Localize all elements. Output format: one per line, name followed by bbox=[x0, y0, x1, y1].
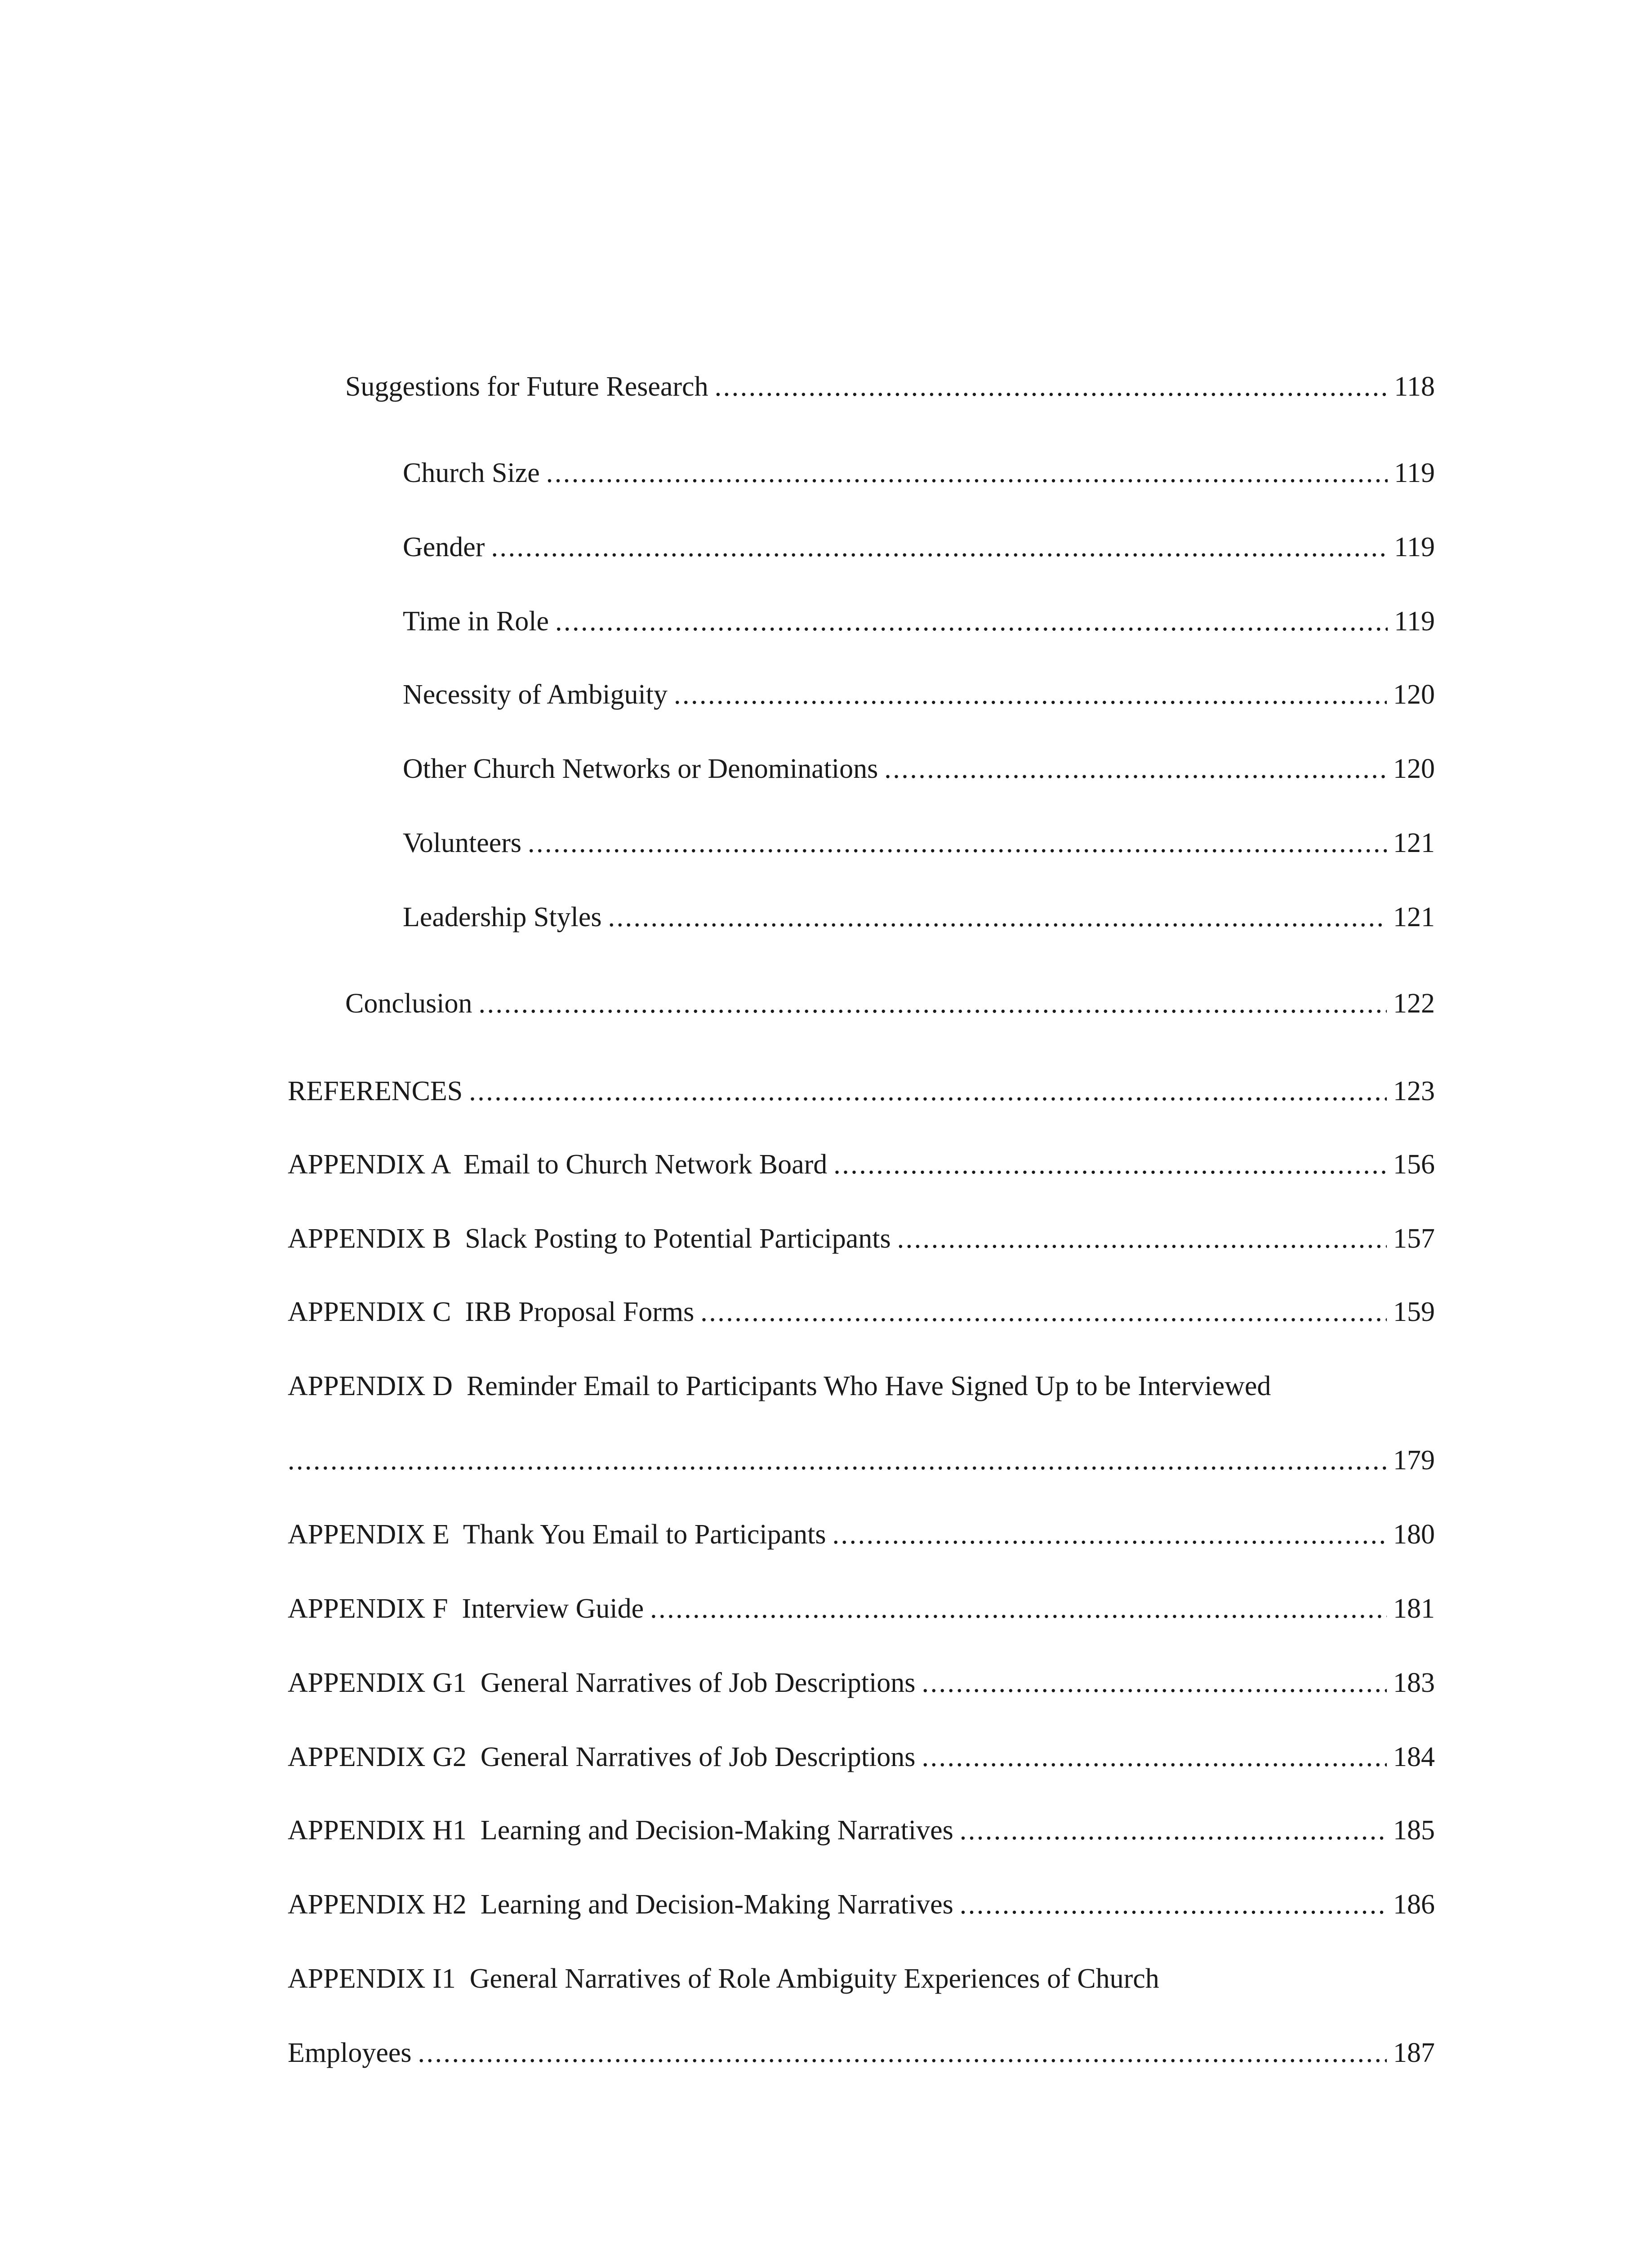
toc-entry-volunteers bbox=[403, 825, 1435, 861]
dot-leader bbox=[897, 1221, 1387, 1257]
toc-entry-label: APPENDIX A Email to Church Network Board bbox=[288, 1149, 828, 1180]
toc-entry-page: 120 bbox=[1393, 679, 1435, 710]
toc-entry-appendix-c bbox=[288, 1294, 1435, 1330]
toc-entry-label: APPENDIX H1 Learning and Decision-Making Narratives bbox=[288, 1815, 953, 1846]
toc-entry-suggestions-for-future-research bbox=[345, 369, 1435, 405]
toc-entry-references bbox=[288, 1073, 1435, 1109]
toc-entry-appendix-b bbox=[288, 1221, 1435, 1257]
dot-leader bbox=[922, 1739, 1387, 1775]
toc-entry-other-church-networks bbox=[403, 751, 1435, 787]
dot-leader bbox=[960, 1812, 1387, 1848]
toc-entry-label: Church Size bbox=[403, 458, 540, 488]
toc-entry-page: 123 bbox=[1393, 1076, 1435, 1106]
toc-entry-page: 121 bbox=[1393, 902, 1435, 932]
toc-entry-time-in-role bbox=[403, 603, 1435, 639]
toc-entry-appendix-g2 bbox=[288, 1739, 1435, 1775]
dot-leader bbox=[650, 1591, 1387, 1627]
toc-entry-appendix-f bbox=[288, 1591, 1435, 1627]
toc-entry-label: Suggestions for Future Research bbox=[345, 371, 708, 402]
toc-entry-leadership-styles bbox=[403, 899, 1435, 935]
dot-leader bbox=[715, 369, 1388, 405]
toc-entry-label: Time in Role bbox=[403, 606, 549, 637]
toc-entry-necessity-of-ambiguity bbox=[403, 677, 1435, 713]
dot-leader bbox=[700, 1294, 1387, 1330]
toc-entry-page: 121 bbox=[1393, 828, 1435, 858]
toc-entry-appendix-i1-continuation bbox=[288, 2035, 1435, 2071]
toc-entry-page: 159 bbox=[1393, 1297, 1435, 1327]
toc-entry-label: APPENDIX E Thank You Email to Participants bbox=[288, 1519, 826, 1550]
toc-entry-label: APPENDIX B Slack Posting to Potential Participants bbox=[288, 1223, 891, 1254]
toc-entry-conclusion bbox=[345, 986, 1435, 1021]
toc-entry-page: 119 bbox=[1394, 532, 1435, 562]
dot-leader bbox=[469, 1073, 1387, 1109]
toc-entry-label: APPENDIX C IRB Proposal Forms bbox=[288, 1297, 695, 1327]
toc-entry-label: APPENDIX H2 Learning and Decision-Making Narratives bbox=[288, 1889, 953, 1920]
toc-entry-label: Gender bbox=[403, 532, 485, 562]
toc-entry-label: Volunteers bbox=[403, 828, 522, 858]
toc-entry-page: 157 bbox=[1393, 1223, 1435, 1254]
dot-leader bbox=[922, 1665, 1387, 1701]
dot-leader bbox=[884, 751, 1387, 787]
dot-leader bbox=[288, 1442, 1387, 1478]
toc-entry-label: Employees bbox=[288, 2038, 412, 2068]
dot-leader bbox=[833, 1146, 1387, 1182]
toc-entry-page: 119 bbox=[1394, 458, 1435, 488]
dot-leader bbox=[960, 1887, 1387, 1922]
toc-entry-page: 122 bbox=[1393, 988, 1435, 1019]
toc-entry-appendix-e bbox=[288, 1517, 1435, 1552]
toc-entry-appendix-d-label: APPENDIX D Reminder Email to Participants Who Have Signed Up to be Interviewed bbox=[288, 1371, 1271, 1401]
toc-entry-page: 118 bbox=[1394, 371, 1435, 402]
dot-leader bbox=[608, 899, 1387, 935]
toc-entry-label: Conclusion bbox=[345, 988, 472, 1019]
toc-entry-appendix-i1-label: APPENDIX I1 General Narratives of Role Ambiguity Experiences of Church bbox=[288, 1963, 1159, 1994]
dot-leader bbox=[491, 529, 1388, 565]
toc-entry-page: 186 bbox=[1393, 1889, 1435, 1920]
toc-entry-page: 187 bbox=[1393, 2038, 1435, 2068]
toc-entry-appendix-h1 bbox=[288, 1812, 1435, 1848]
toc-entry-appendix-a bbox=[288, 1146, 1435, 1182]
toc-entry-label: REFERENCES bbox=[288, 1076, 463, 1106]
toc-entry-label: Other Church Networks or Denominations bbox=[403, 754, 878, 784]
dot-leader bbox=[546, 455, 1388, 491]
toc-entry-label: Necessity of Ambiguity bbox=[403, 679, 668, 710]
toc-entry-church-size bbox=[403, 455, 1435, 491]
toc-entry-appendix-h2 bbox=[288, 1887, 1435, 1922]
toc-entry-appendix-d-page-line bbox=[288, 1442, 1435, 1478]
toc-entry-page: 181 bbox=[1393, 1593, 1435, 1624]
dot-leader bbox=[555, 603, 1388, 639]
dot-leader bbox=[528, 825, 1387, 861]
dot-leader bbox=[478, 986, 1387, 1021]
toc-entry-page: 184 bbox=[1393, 1742, 1435, 1772]
toc-entry-page: 185 bbox=[1393, 1815, 1435, 1846]
toc-entry-label: APPENDIX G2 General Narratives of Job Descriptions bbox=[288, 1742, 916, 1772]
toc-entry-gender bbox=[403, 529, 1435, 565]
toc-entry-label: APPENDIX F Interview Guide bbox=[288, 1593, 644, 1624]
toc-entry-page: 119 bbox=[1394, 606, 1435, 637]
toc-entry-page: 156 bbox=[1393, 1149, 1435, 1180]
dot-leader bbox=[833, 1517, 1387, 1552]
toc-entry-appendix-g1 bbox=[288, 1665, 1435, 1701]
toc-entry-page: 120 bbox=[1393, 754, 1435, 784]
dot-leader bbox=[674, 677, 1387, 713]
toc-entry-label: APPENDIX G1 General Narratives of Job Descriptions bbox=[288, 1668, 916, 1698]
dot-leader bbox=[418, 2035, 1387, 2071]
toc-entry-label: Leadership Styles bbox=[403, 902, 602, 932]
toc-entry-page: 180 bbox=[1393, 1519, 1435, 1550]
toc-entry-page: 183 bbox=[1393, 1668, 1435, 1698]
toc-entry-page: 179 bbox=[1393, 1445, 1435, 1476]
